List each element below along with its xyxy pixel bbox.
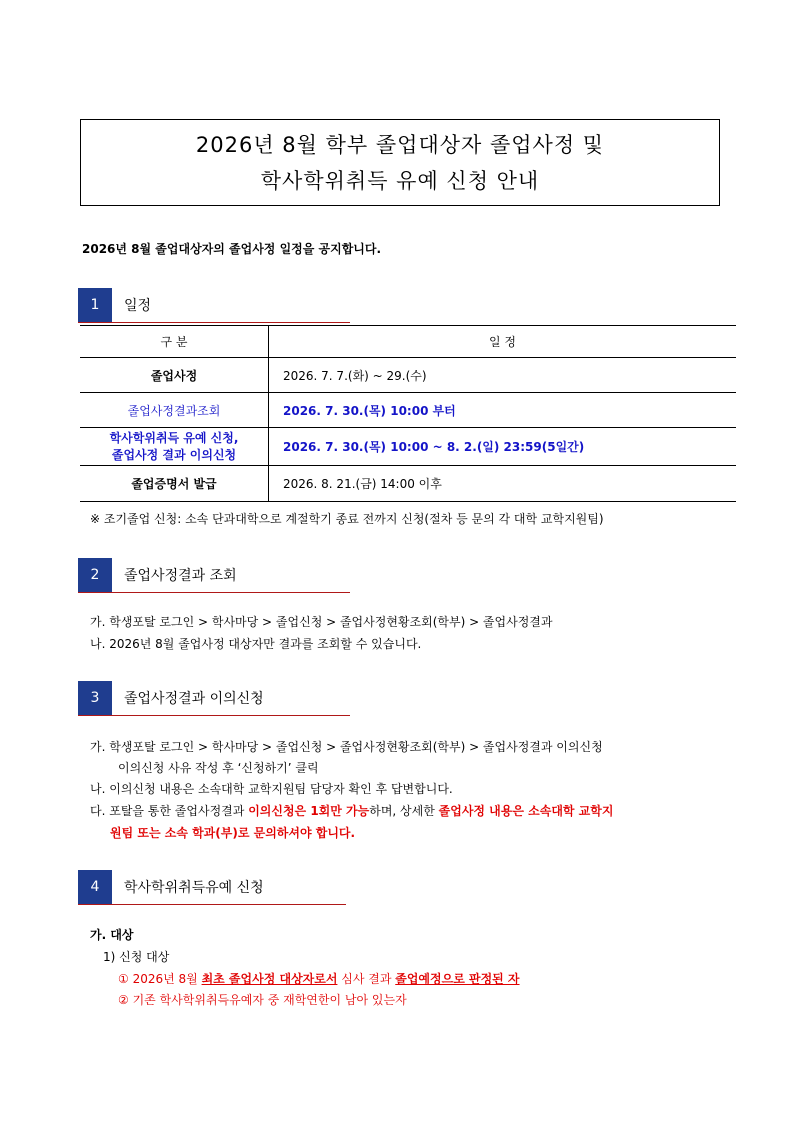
title-line-2: 학사학위취득 유예 신청 안내 — [260, 168, 540, 193]
item-1-highlight: 최초 졸업사정 대상자로서 — [201, 972, 338, 986]
section-3-label: 졸업사정결과 이의신청 — [124, 691, 264, 707]
section-4-header — [78, 870, 346, 905]
row-name-line-2: 졸업사정 결과 이의신청 — [111, 447, 237, 462]
row-name: 졸업증명서 발급 — [80, 466, 269, 502]
table-header-schedule: 일 정 — [269, 326, 737, 358]
row-date: 2026. 7. 30.(목) 10:00 ~ 8. 2.(일) 23:59(5일간) — [269, 428, 737, 466]
section-2-line-ga: 가. 학생포탈 로그인 > 학사마당 > 졸업신청 > 졸업사정현황조회(학부) > 졸업사정결과 — [90, 615, 553, 629]
table-row — [80, 428, 736, 466]
item-1-part: ① 2026년 8월 — [118, 972, 202, 986]
section-4-number: 4 — [78, 870, 112, 904]
item-1-highlight: 졸업예정으로 판정된 자 — [395, 972, 520, 986]
section-3-line-da — [90, 802, 613, 819]
schedule-table — [80, 325, 736, 502]
table-row — [80, 393, 736, 428]
section-4-item-2: ② 기존 학사학위취득유예자 중 재학연한이 남아 있는자 — [118, 993, 407, 1007]
section-2-number: 2 — [78, 558, 112, 592]
section-1-number: 1 — [78, 288, 112, 322]
row-date: 2026. 7. 7.(화) ~ 29.(수) — [269, 358, 737, 393]
row-date: 2026. 8. 21.(금) 14:00 이후 — [269, 466, 737, 502]
line-da-highlight: 이의신청은 1회만 가능 — [248, 804, 370, 818]
title-line-1: 2026년 8월 학부 졸업대상자 졸업사정 및 — [195, 132, 605, 157]
section-2-label: 졸업사정결과 조회 — [124, 568, 237, 584]
section-3-number: 3 — [78, 681, 112, 715]
line-da-highlight: 졸업사정 내용은 소속대학 교학지 — [438, 804, 614, 818]
row-name: 졸업사정결과조회 — [80, 393, 269, 428]
row-name: 졸업사정 — [80, 358, 269, 393]
item-1-part: 심사 결과 — [337, 972, 396, 986]
section-1-header — [78, 288, 350, 323]
line-da-part: 하며, 상세한 — [369, 804, 439, 818]
table-header-category: 구 분 — [80, 326, 269, 358]
table-header-row — [80, 326, 736, 358]
early-graduation-note: ※ 조기졸업 신청: 소속 단과대학으로 계절학기 종료 전까지 신청(절차 등 문의 각 대학 교학지원팀) — [90, 512, 604, 526]
table-row — [80, 358, 736, 393]
title-box — [80, 119, 720, 206]
table-row — [80, 466, 736, 502]
row-name — [80, 428, 269, 466]
section-3-line-ga-2: 이의신청 사유 작성 후 ‘신청하기’ 클릭 — [118, 761, 319, 775]
section-3-line-na: 나. 이의신청 내용은 소속대학 교학지원팀 담당자 확인 후 답변합니다. — [90, 782, 453, 796]
line-da-part: 다. 포탈을 통한 졸업사정결과 — [90, 804, 249, 818]
section-1-label: 일정 — [124, 298, 152, 314]
section-2-line-na: 나. 2026년 8월 졸업사정 대상자만 결과를 조회할 수 있습니다. — [90, 637, 422, 651]
row-name-line-1: 학사학위취득 유예 신청, — [109, 430, 239, 445]
section-4-sub-1: 1) 신청 대상 — [103, 950, 170, 964]
section-4-item-1 — [118, 970, 520, 987]
row-date: 2026. 7. 30.(목) 10:00 부터 — [269, 393, 737, 428]
section-4-label: 학사학위취득유예 신청 — [124, 880, 264, 896]
section-4-sub-ga: 가. 대상 — [90, 928, 134, 942]
section-3-line-ga: 가. 학생포탈 로그인 > 학사마당 > 졸업신청 > 졸업사정현황조회(학부) > 졸업사정결과 이의신청 — [90, 740, 603, 754]
section-3-line-da-2: 원팀 또는 소속 학과(부)로 문의하셔야 합니다. — [110, 826, 356, 840]
section-3-header — [78, 681, 350, 716]
section-2-header — [78, 558, 350, 593]
intro-text: 2026년 8월 졸업대상자의 졸업사정 일정을 공지합니다. — [82, 242, 382, 256]
